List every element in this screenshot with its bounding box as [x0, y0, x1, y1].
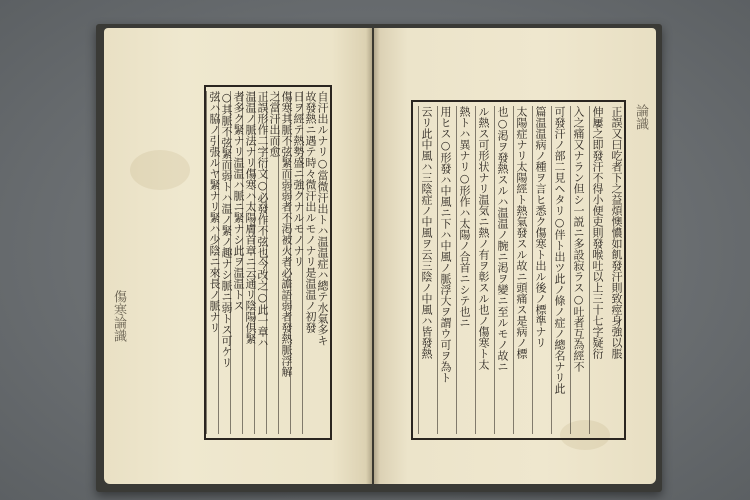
left-margin-label: 傷寒論識 — [111, 290, 126, 342]
text-column: 也○渇ヲ發熱スルハ温温ノ腕ニ渇ヲ變ニ至ルモノ故ニ — [494, 106, 510, 434]
text-column: 熱トハ異ナリ○形作ハ太陽ノ合首ニシテ也ニ — [456, 106, 472, 434]
paper-stain — [130, 150, 190, 190]
text-column: 之當汗出而愈 — [266, 91, 282, 434]
text-column: 自汗出ルナリ○當微汗出トハ温温症ハ總テ水氣多キ — [316, 91, 329, 346]
text-column: 弦ハ脇ノ引張ルヤ緊ナリ緊ハ少陰ニ來長ノ脈ナリ — [206, 91, 222, 434]
text-column: 故發熱ニ遇テ時々微汗出ルモノナリ是温温ノ初發 — [302, 91, 318, 434]
text-column: 用ヒス○形發ハ中風ニ下ハ中風ノ脈浮大ヲ謂ウ可ヲ為ト — [437, 106, 453, 434]
text-column: 可發汗ノ部二見ヘタリ○伴ト出ツ此ノ條ノ症ノ總名ナリ此 — [551, 106, 567, 434]
text-column: 傷寒其脈不弦緊而弱弱者不渇被火者必譫語弱者發熱脈浮解 — [278, 91, 294, 434]
text-column: 者多ク緊ナリ温温ハ脈ニ緊ナシ此ヲ温温トス — [230, 91, 246, 434]
right-text-frame — [411, 100, 626, 440]
text-column: 正誤又曰吃者下之益煩懊憹如飢發汗則致痙身強以脹 — [610, 106, 623, 359]
text-column: 太陽症ナリ太陽經ト熱氣發スル故ニ頭痛ス是病ノ標 — [513, 106, 529, 434]
text-column: 日ヲ經テ熱勢盛ニ強クナルモノナリ — [290, 91, 306, 434]
text-column: 伸屢之即發汗不得小便吏則發喉吐以上三十七字疑衍 — [589, 106, 605, 434]
text-column: ル熱ス可形状ナリ温気ニ熱ノ有ヲ彰スル也ノ傷寒ト太 — [475, 106, 491, 434]
text-column: 温温ノ脈法ナリ傷寒ハ太陽膚首章ニ云通リ陰陽倶緊 — [242, 91, 258, 434]
right-margin-label: 論識 — [633, 104, 648, 130]
text-column: 入之痛又ナラン但シ一説ニ多設寂ラス○吐者互為經不 — [570, 106, 586, 434]
text-column: 正誤形作二字衍文○必發作不弦也今改之○此一章ハ — [254, 91, 270, 434]
text-column: 篇温温病ノ種ヲ言ヒ悉ク傷寒ト出ル後ノ標準ナリ — [532, 106, 548, 434]
book-gutter — [366, 28, 380, 484]
text-column: 云リ此中風ハ三陰症ノ中風ヲ云三陰ノ中風ハ皆發熱 — [418, 106, 434, 434]
left-text-frame — [204, 85, 332, 440]
text-column: ○其脈不弦緊而弱トハ温ノ緊ノ趣ナシ脈ニ弱トス可ケリ — [218, 91, 234, 434]
